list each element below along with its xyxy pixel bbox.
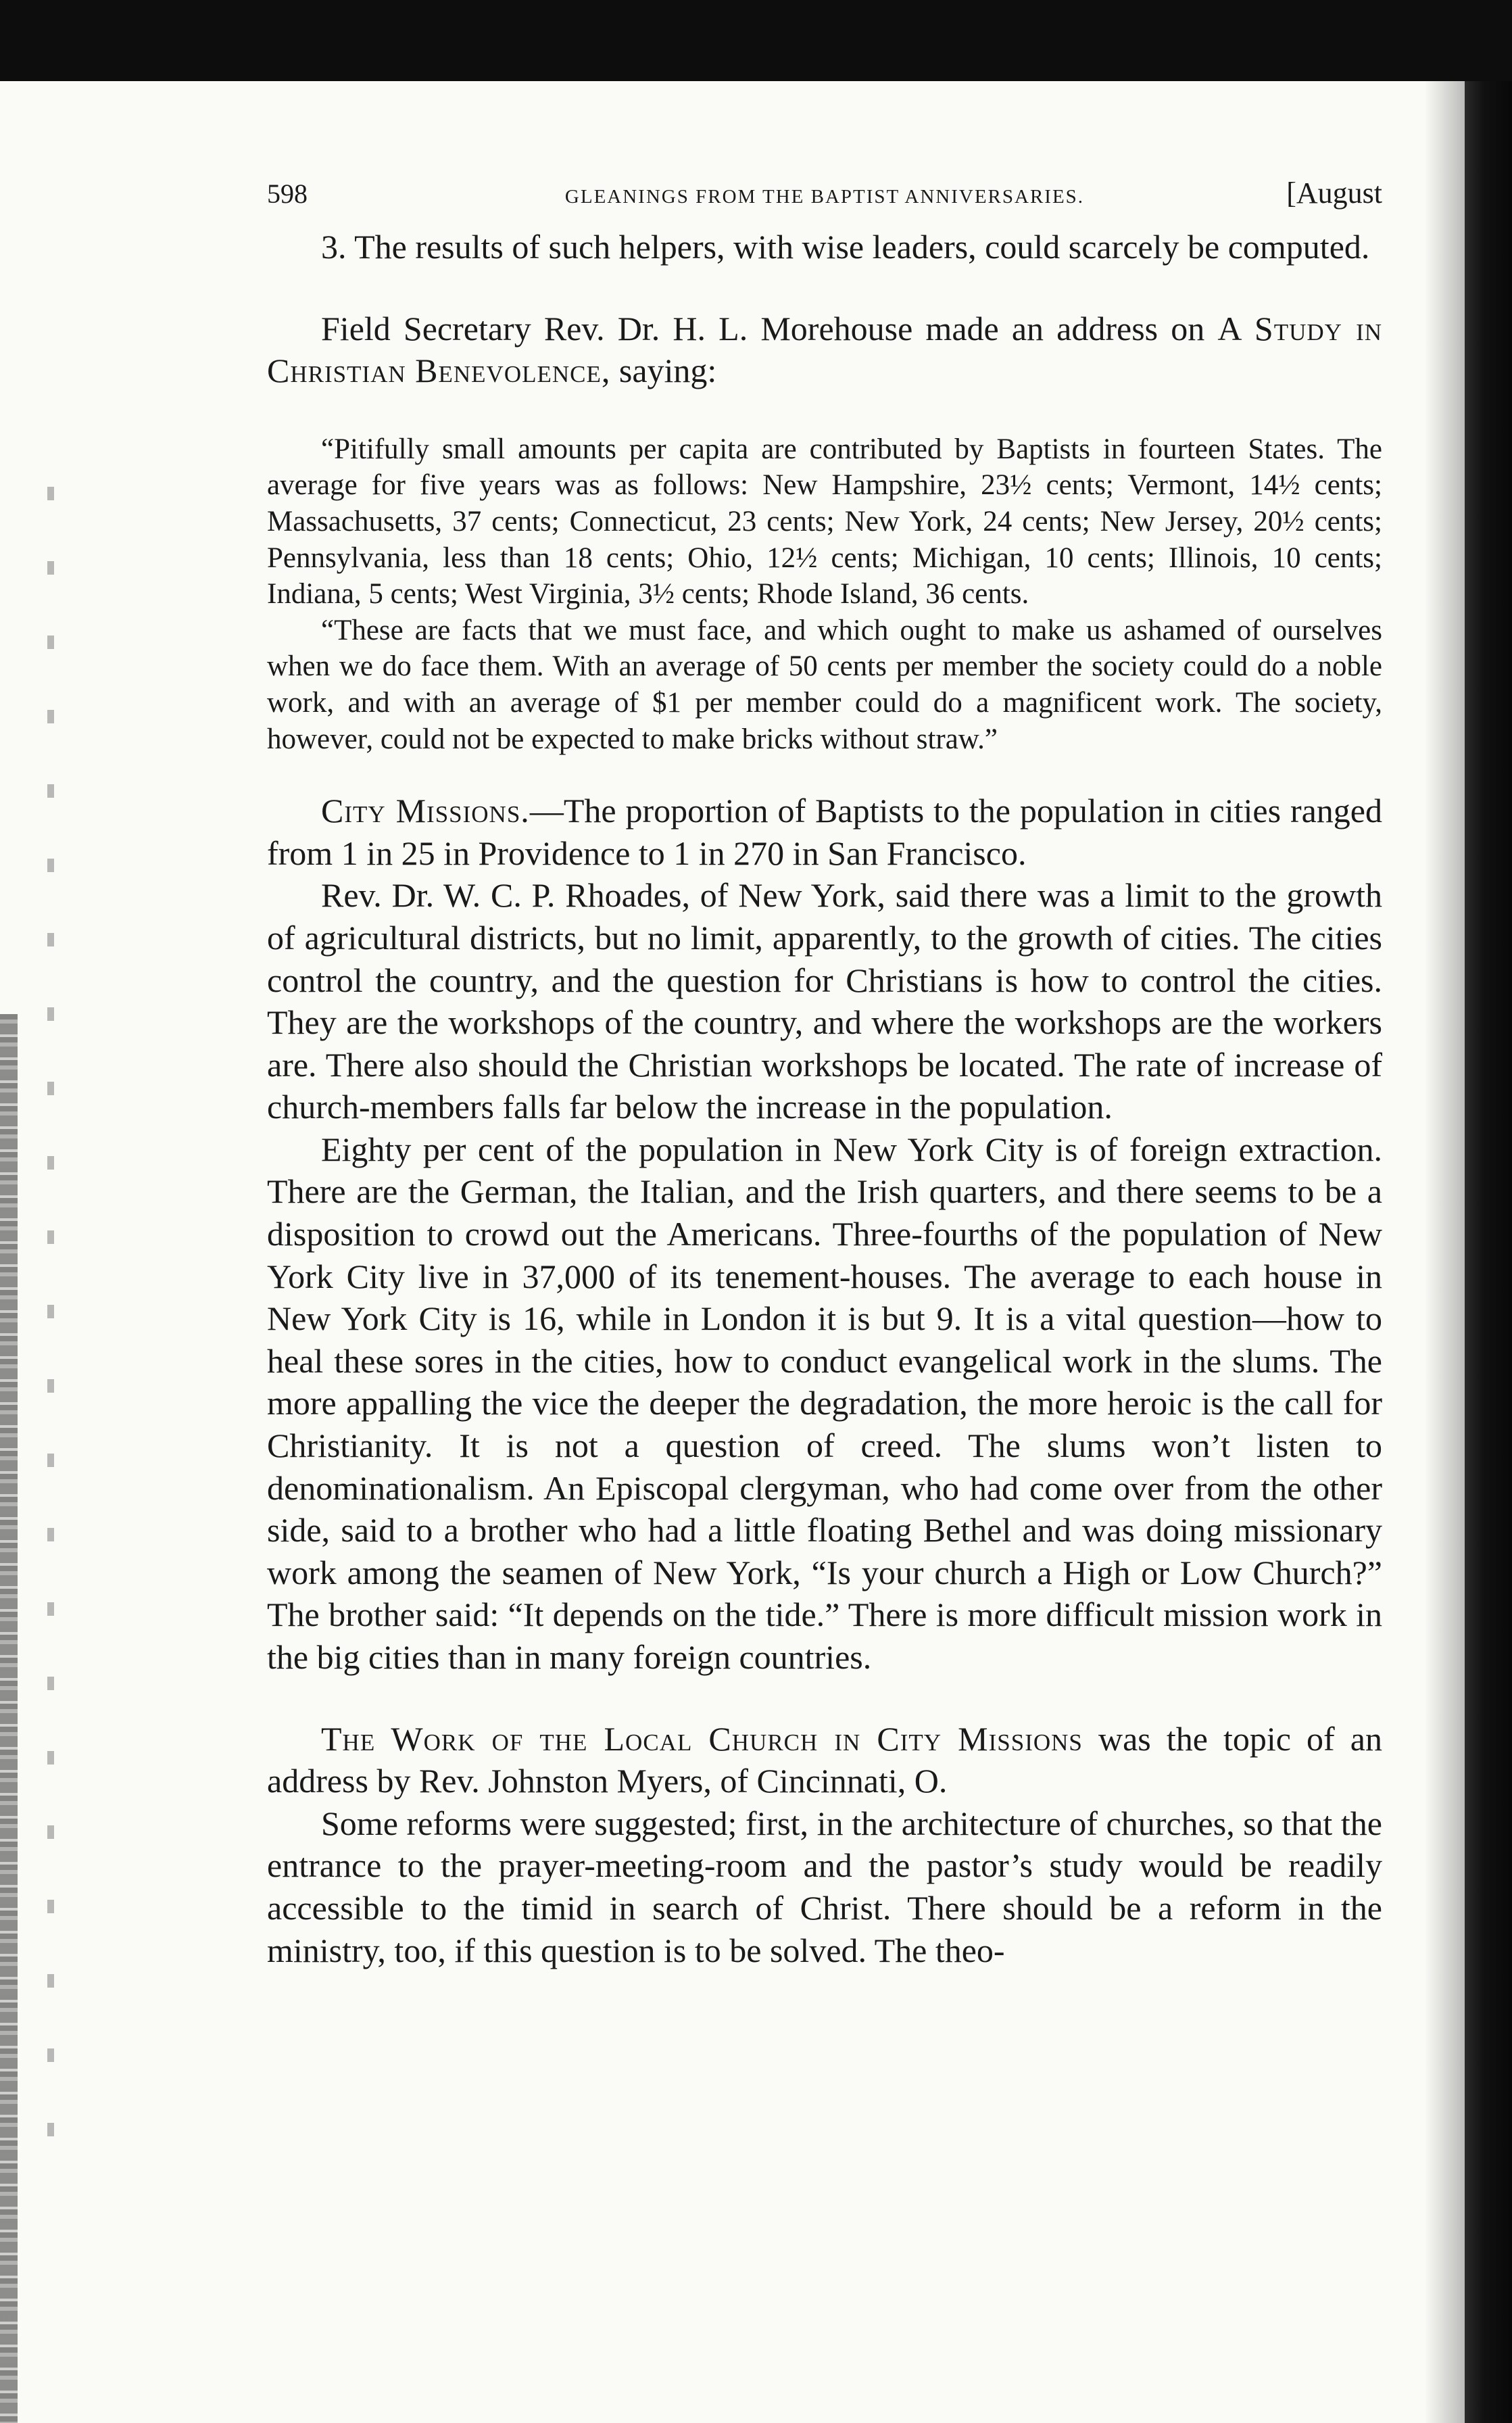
paragraph-city-missions [267, 790, 1382, 874]
paragraph-reforms: Some reforms were suggested; first, in the architecture of churches, so that the entrance to the prayer-meeting-room and the pastor’s study would be readily accessible to the timid in search of Christ. There should be a reform in the ministry, too, if this question is to be solved. The theo- [267, 1804, 1382, 1969]
paragraph-rhoades: Rev. Dr. W. C. P. Rhoades, of New York, said there was a limit to the growth of agricultural districts, but no limit, apparently, to the growth of cities. The cities control the country, and the question for Christians is how to control the cities. They are the workshops of the country, and where the workshops are the workers are. There also should the Christian workshops be located. The rate of increase of church-members falls far below the increase in the population. [267, 876, 1382, 1126]
quote-per-capita: “Pitifully small amounts per capita are contributed by Baptists in fourteen States. The average for five years was as follows: New Hampshire, 23½ cents; Vermont, 14½ cents; Massachusetts, 37 cents; Connecticut, 23 cents; New York, 24 cents; New Jersey, 20½ cents; Pennsylvania, less than 18 cents; Ohio, 12½ cents; Michigan, 10 cents; Illinois, 10 cents; Indiana, 5 cents; West Virginia, 3½ cents; Rhode Island, 36 cents. [267, 433, 1382, 610]
scan-gutter-marks [47, 487, 54, 2177]
section-heading-city-missions: City Missions. [321, 792, 530, 830]
header-date: [August [1286, 176, 1382, 210]
paragraph-intro-tail: saying: [610, 352, 717, 390]
page-number: 598 [267, 178, 308, 209]
scan-left-edge [0, 1014, 18, 2423]
paragraph-intro-text: Field Secretary Rev. Dr. H. L. Morehouse made an address on [321, 309, 1205, 347]
paragraph-results: 3. The results of such helpers, with wise leaders, could scarcely be computed. [321, 228, 1370, 266]
section-heading-local-church: The Work of the Local Church in City Missions [321, 1719, 1083, 1758]
city-missions-body: —The proportion of Baptists to the population in cities ranged from 1 in 25 in Providence to 1 in 270 in San Francisco. [267, 792, 1382, 872]
running-title: GLEANINGS FROM THE BAPTIST ANNIVERSARIES. [564, 186, 1085, 208]
paragraph-morehouse-intro [267, 308, 1382, 392]
page-header [267, 176, 1382, 223]
paragraph-local-church [267, 1718, 1382, 1802]
book-page [267, 176, 1382, 1971]
scan-top-border [0, 0, 1512, 81]
scan-right-border [1465, 81, 1512, 2423]
topic-title: A Study in Christian Benevolence, [267, 309, 1382, 390]
paragraph-new-york: Eighty per cent of the population in New York City is of foreign extraction. There are the German, the Italian, and the Irish quarters, and there seems to be a disposition to crowd out the Americans. Three-fourths of the population of New York City live in 37,000 of its tenement-houses. The average to each house in New York City is 16, while in London it is but 9. It is a vital question—how to heal these sores in the cities, how to conduct evangelical work in the slums. The more appalling the vice the deeper the degradation, the more heroic is the call for Christianity. It is not a question of creed. The slums won’t listen to denominationalism. An Episcopal clergyman, who had come over from the other side, said to a brother who had a little floating Bethel and was doing missionary work among the seamen of New York, “Is your church a High or Low Church?” The brother said: “It depends on the tide.” There is more difficult mission work in the big cities than in many foreign countries. [267, 1130, 1382, 1676]
local-church-body: was the topic of an address by Rev. Johnston Myers, of Cincinnati, O. [267, 1719, 1382, 1800]
quote-facts: “These are facts that we must face, and which ought to make us ashamed of ourselves when we do face them. With an average of 50 cents per member the society could do a noble work, and with an average of $1 per member could do a magnificent work. The society, however, could not be expected to make bricks without straw.” [267, 614, 1382, 755]
